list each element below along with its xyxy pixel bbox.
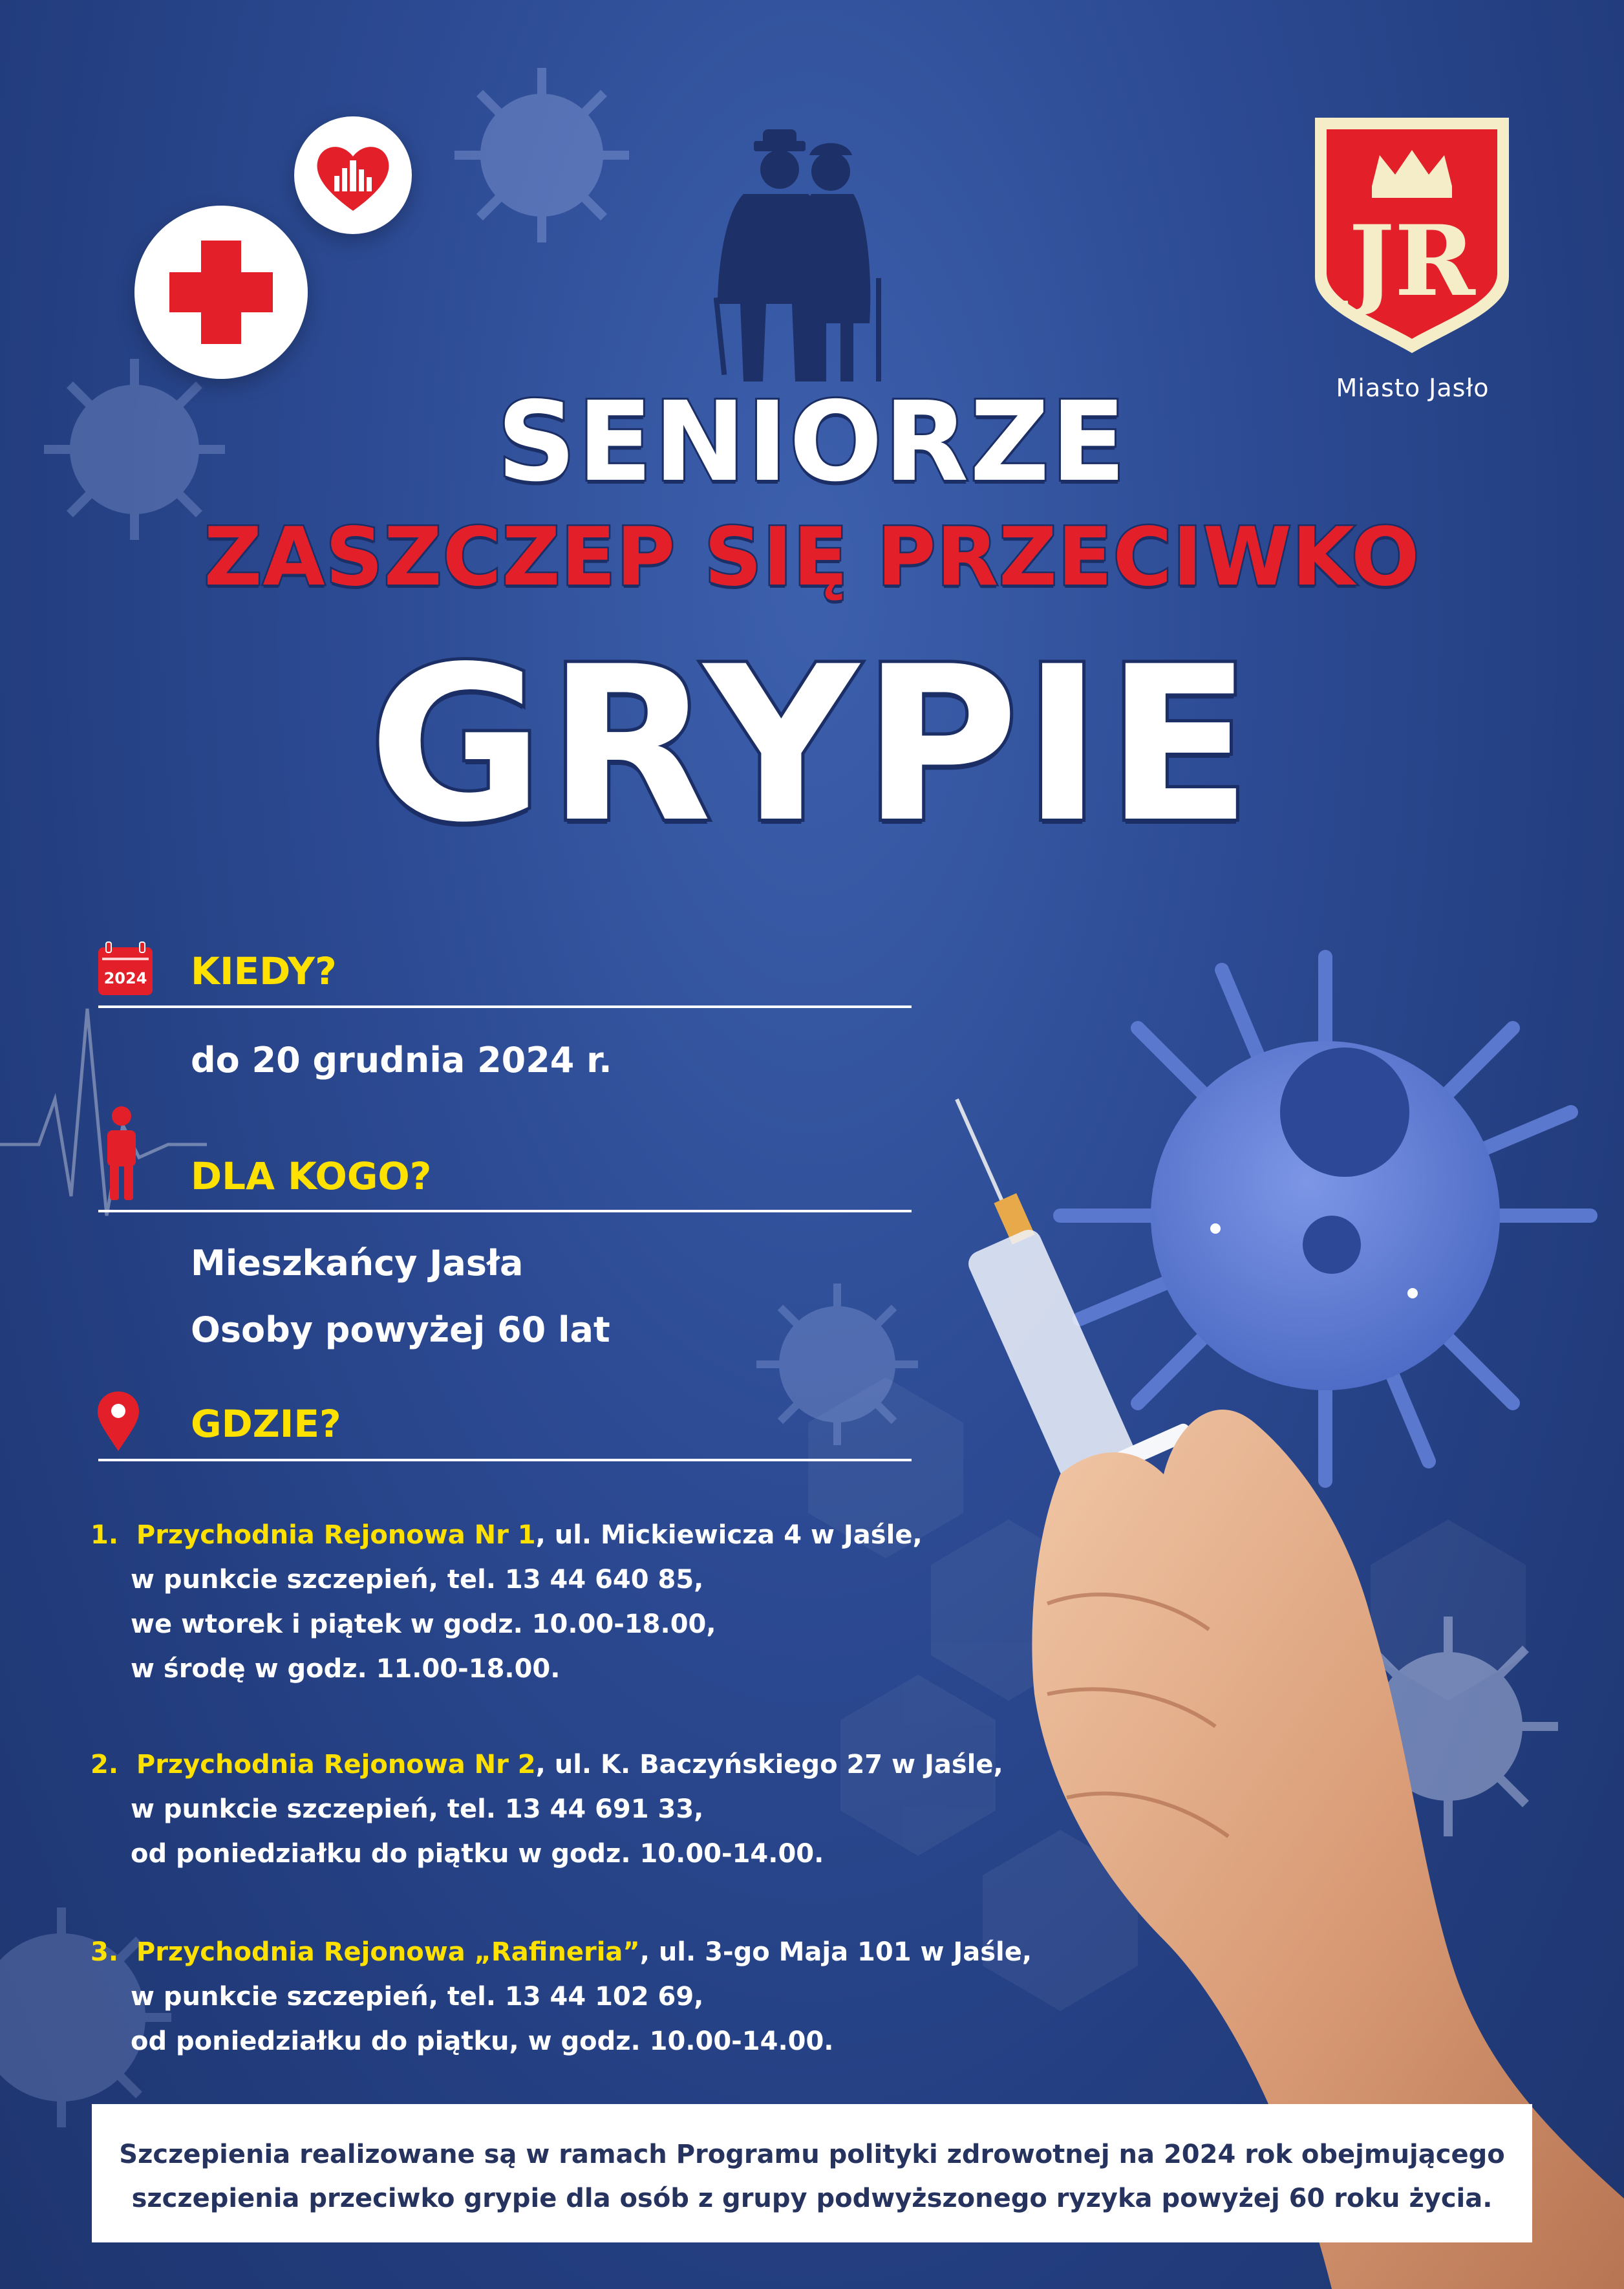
clinic-1-number: 1. <box>91 1520 119 1550</box>
person-icon <box>103 1106 140 1200</box>
clinic-3 <box>91 1930 1032 2064</box>
clinic-1-detail-1: w punkcie szczepień, tel. 13 44 640 85, <box>131 1565 704 1595</box>
who-line-2: Osoby powyżej 60 lat <box>191 1309 610 1350</box>
large-virus-illustration <box>1060 957 1590 1481</box>
clinic-1-address: , ul. Mickiewicza 4 w Jaśle, <box>535 1520 923 1550</box>
elderly-couple-silhouette <box>714 129 881 382</box>
when-heading: KIEDY? <box>191 949 337 993</box>
where-heading: GDZIE? <box>191 1402 341 1446</box>
calendar-year: 2024 <box>103 969 147 987</box>
city-name-label: Miasto Jasło <box>1336 374 1490 402</box>
clinic-1-name: Przychodnia Rejonowa Nr 1 <box>136 1520 536 1550</box>
when-date: do 20 grudnia 2024 r. <box>191 1040 612 1080</box>
clinic-1-detail-2: we wtorek i piątek w godz. 10.00-18.00, <box>131 1609 716 1639</box>
heart-skyline-icon <box>294 116 412 234</box>
svg-text:JR: JR <box>1349 204 1475 318</box>
who-heading: DLA KOGO? <box>191 1154 432 1198</box>
when-divider <box>98 1005 912 1008</box>
clinic-2-detail-2: od poniedziałku do piątku w godz. 10.00-14.00. <box>131 1839 824 1869</box>
headline-seniors: SENIORZE <box>497 378 1127 506</box>
headline-flu: GRYPIE <box>369 621 1255 869</box>
calendar-icon <box>97 941 154 996</box>
who-line-1: Mieszkańcy Jasła <box>191 1243 524 1284</box>
clinic-1 <box>91 1513 923 1692</box>
clinic-1-detail-3: w środę w godz. 11.00-18.00. <box>131 1654 561 1684</box>
headline-vaccinate: ZASZCZEP SIĘ PRZECIWKO <box>204 511 1420 604</box>
clinic-3-detail-2: od poniedziałku do piątku, w godz. 10.00-14.00. <box>131 2026 834 2056</box>
clinic-3-name: Przychodnia Rejonowa „Rafineria” <box>136 1937 640 1967</box>
clinic-2-number: 2. <box>91 1750 119 1779</box>
clinic-2-name: Przychodnia Rejonowa Nr 2 <box>136 1750 536 1779</box>
map-pin-icon <box>96 1390 141 1452</box>
program-info-line-2: szczepienia przeciwko grypie dla osób z grupy podwyższonego ryzyka powyżej 60 roku życia. <box>131 2184 1493 2213</box>
clinic-3-number: 3. <box>91 1937 119 1967</box>
virus-decoration-top <box>454 68 629 242</box>
program-info-line-1: Szczepienia realizowane są w ramach Programu polityki zdrowotnej na 2024 rok obejmującego <box>119 2140 1505 2169</box>
clinic-3-detail-1: w punkcie szczepień, tel. 13 44 102 69, <box>131 1982 704 2012</box>
program-info-box <box>92 2104 1532 2242</box>
city-coat-of-arms-logo <box>1312 115 1512 356</box>
clinic-2-address: , ul. K. Baczyńskiego 27 w Jaśle, <box>535 1750 1003 1779</box>
where-divider <box>98 1459 912 1461</box>
clinic-2 <box>91 1743 1003 1876</box>
clinic-3-address: , ul. 3-go Maja 101 w Jaśle, <box>639 1937 1032 1967</box>
medical-cross-badge <box>134 206 308 379</box>
clinic-2-detail-1: w punkcie szczepień, tel. 13 44 691 33, <box>131 1794 704 1824</box>
who-divider <box>98 1210 912 1212</box>
red-cross-icon <box>134 206 308 379</box>
virus-decoration-middle <box>756 1284 918 1445</box>
heart-city-badge <box>294 116 412 234</box>
